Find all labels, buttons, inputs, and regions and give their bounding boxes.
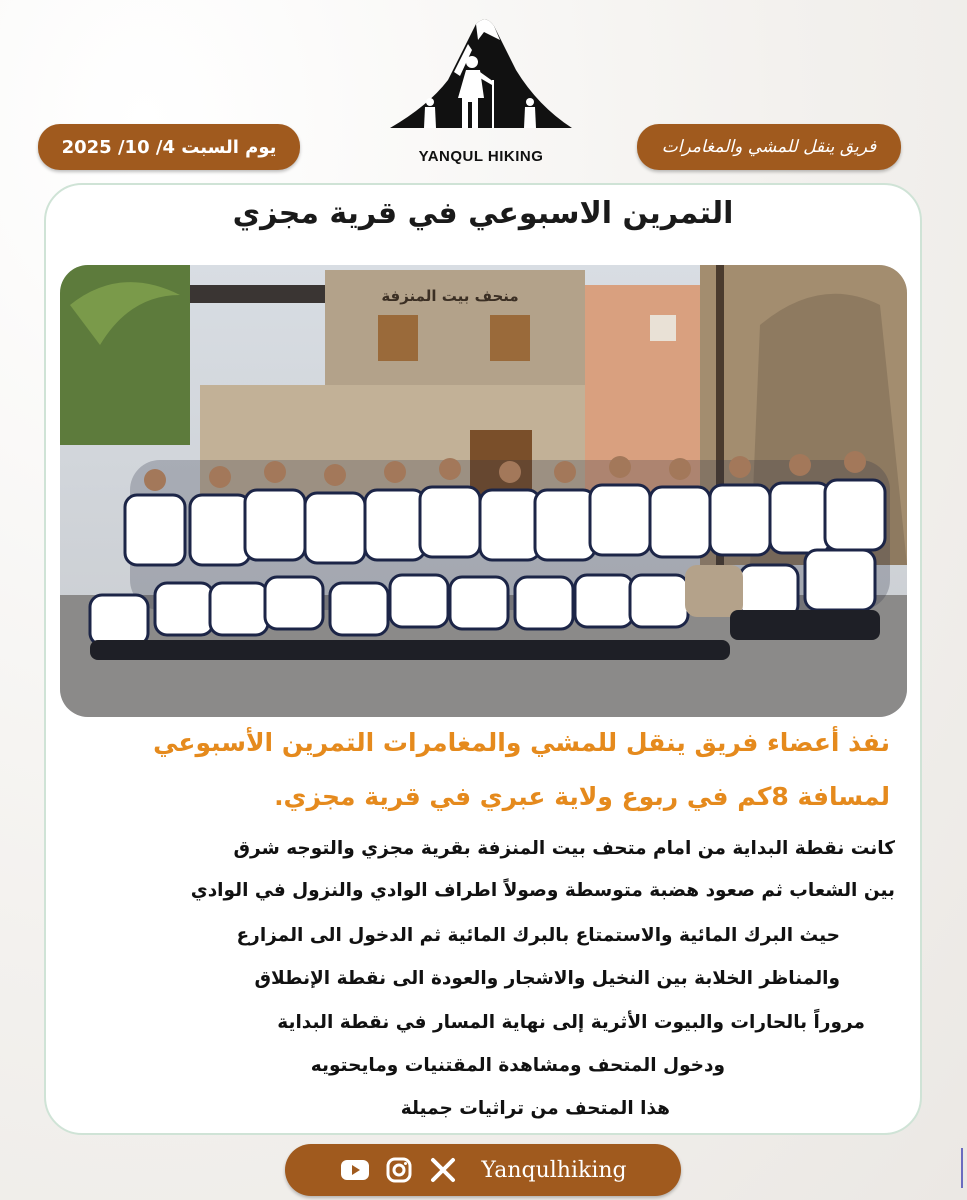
date-label: يوم السبت 4/ 10/ 2025 bbox=[61, 136, 277, 158]
youtube-icon[interactable] bbox=[339, 1154, 371, 1186]
body-line-4: والمناظر الخلابة بين النخيل والاشجار والعودة الى نقطة الإنطلاق bbox=[254, 968, 840, 989]
edge-divider bbox=[961, 1148, 963, 1188]
logo-text: YANQUL HIKING bbox=[418, 148, 544, 165]
team-badge bbox=[637, 124, 901, 170]
group-photo bbox=[60, 265, 907, 717]
social-links-bar bbox=[285, 1144, 681, 1196]
instagram-icon[interactable] bbox=[383, 1154, 415, 1186]
body-line-7: هذا المتحف من تراثيات جميلة bbox=[400, 1098, 670, 1119]
body-line-6: ودخول المتحف ومشاهدة المقتنيات ومايحتويه bbox=[310, 1055, 725, 1076]
x-icon[interactable] bbox=[427, 1154, 459, 1186]
body-line-1: كانت نقطة البداية من امام متحف بيت المنزفة بقرية مجزي والتوجه شرق bbox=[233, 838, 895, 859]
social-handle[interactable]: Yanqulhiking bbox=[481, 1157, 627, 1183]
team-name: فريق ينقل للمشي والمغامرات bbox=[661, 137, 877, 157]
hiker-mountain-icon bbox=[388, 10, 574, 150]
date-badge bbox=[38, 124, 300, 170]
body-line-2: بين الشعاب ثم صعود هضبة متوسطة وصولاً اطراف الوادي والنزول في الوادي bbox=[190, 880, 895, 901]
yanqul-hiking-logo bbox=[388, 10, 574, 170]
museum-sign: منحف بيت المنزفة bbox=[381, 287, 519, 305]
lead-line-1: نفذ أعضاء فريق ينقل للمشي والمغامرات التمرين الأسبوعي bbox=[153, 728, 890, 757]
post-title: التمرين الاسبوعي في قرية مجزي bbox=[232, 196, 734, 231]
lead-line-2: لمسافة 8كم في ربوع ولاية عبري في قرية مجزي. bbox=[274, 782, 890, 811]
body-line-5: مروراً بالحارات والبيوت الأثرية إلى نهاية المسار في نقطة البداية bbox=[277, 1012, 865, 1033]
body-line-3: حيث البرك المائية والاستمتاع بالبرك المائية ثم الدخول الى المزارع bbox=[236, 925, 840, 946]
